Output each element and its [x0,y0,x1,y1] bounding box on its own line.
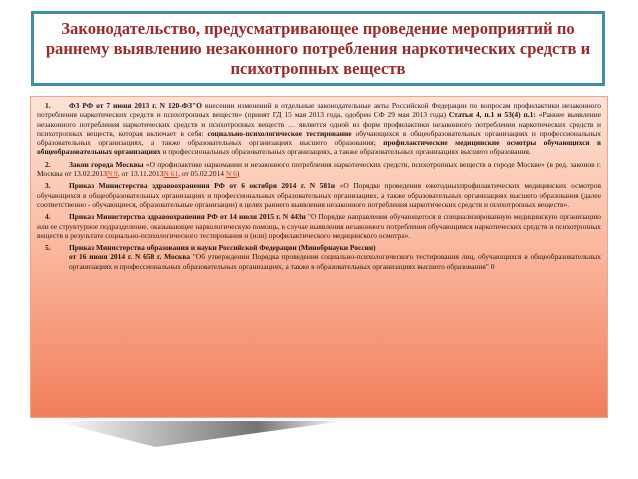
slide-title: Законодательство, предусматривающее проведение мероприятий по раннему выявлению незаконного потребления наркотических средств и психотропных веществ [45,18,591,78]
law-title: ФЗ РФ от 7 июня 2013 г. N 120-ФЗ"О [69,101,202,110]
law-text: ) [236,169,240,179]
law-link[interactable]: N 61 [163,169,179,179]
item-number: 5. [45,243,51,253]
law-emphasis: профилактические медицинские осмотры обучающихся в общеобразовательных организациях [37,138,601,157]
title-box [31,11,605,86]
law-article: Статья 4, п.1 и 53(4) п.1: [448,110,536,120]
law-item-2 [37,160,601,179]
law-title: Приказ Министерства здравоохранения РФ от 6 октября 2014 г. N 581н [69,181,336,191]
law-body [69,252,601,271]
law-item-5 [37,243,601,271]
law-text: обучающихся в общеобразовательных организациях и профессиональных образовательных организациях, а также образовательных организациях высшего образования; [37,128,601,148]
law-link[interactable]: N 6 [225,169,237,179]
law-emphasis: социально-психологическое тестирование [207,128,352,138]
law-text: , от 13.11.2013 [117,169,164,179]
law-item-1 [37,101,601,157]
item-number: 1. [45,101,51,110]
law-text: внесении изменений в отдельные законодательные акты Российской Федерации по вопросам профилактики незаконного потребления наркотических средств и психотропных веществ» (принят ГД 15 мая 2013 года, одобрен СФ 29 мая 2013 года) [37,101,601,120]
law-link[interactable]: N 9 [106,169,118,179]
law-subtitle: от 16 июня 2014 г. N 658 г. Москва [69,252,191,262]
law-item-4 [37,212,601,240]
law-text: , от 05.02.2014 [178,169,226,179]
law-text: "Об утверждении Порядка проведения социально-психологического тестирования лиц, обучающихся в общеобразовательных организациях и профессиональных образовательных организациях, а также в образовательных организациях высшего образования" 0 [69,252,601,271]
law-text: «О Порядке проведения ежегодныхпрофилактических медицинских осмотров обучающихся в общеобразовательных организациях и профессиональных образовательных организациях, а также образовательных организациях высшего образования (далее соответственно - обучающиеся, образовательные организации) в целях раннего выявления незаконного потребления наркотических средств и психотропных веществ». [37,181,601,209]
item-number: 3. [45,181,51,191]
law-title: Закон города Москвы [69,159,144,169]
law-item-3 [37,181,601,209]
law-text: «О профилактике наркомании и незаконного потребления наркотических средств, психотропных веществ в городе Москве» (в ред. законов г. Москвы от 13.02.2013 [37,159,601,179]
law-text: "О Порядке направления обучающегося в специализированную медицинскую организацию или ее структурное подразделение, оказывающее наркологическую помощь, в случае выявления незаконного потребления обучающимся наркотических средств и психотропных веществ в результате социально-психологического тестирования и (или) профилактического медицинского осмотра». [37,212,601,240]
item-number: 4. [45,212,51,222]
item-number: 2. [45,159,51,169]
law-text: «Раннее выявление незаконного потребления наркотических средств и психотропных веществ … является одной из форм профилактики незаконного потребления наркотических средств и психотропных веществ, которая включает в себя: [37,110,601,138]
law-title: Приказ Министерства здравоохранения РФ от 14 июля 2015 г. N 443н [69,212,306,222]
panel-shadow [54,421,344,447]
law-text: и профессиональных образовательных организациях, а также образовательных организациях высшего образования. [160,147,531,157]
content-panel [30,96,608,418]
law-title: Приказ Министерства образования и науки Российской Федерации (Минобрнауки России) [69,243,376,253]
